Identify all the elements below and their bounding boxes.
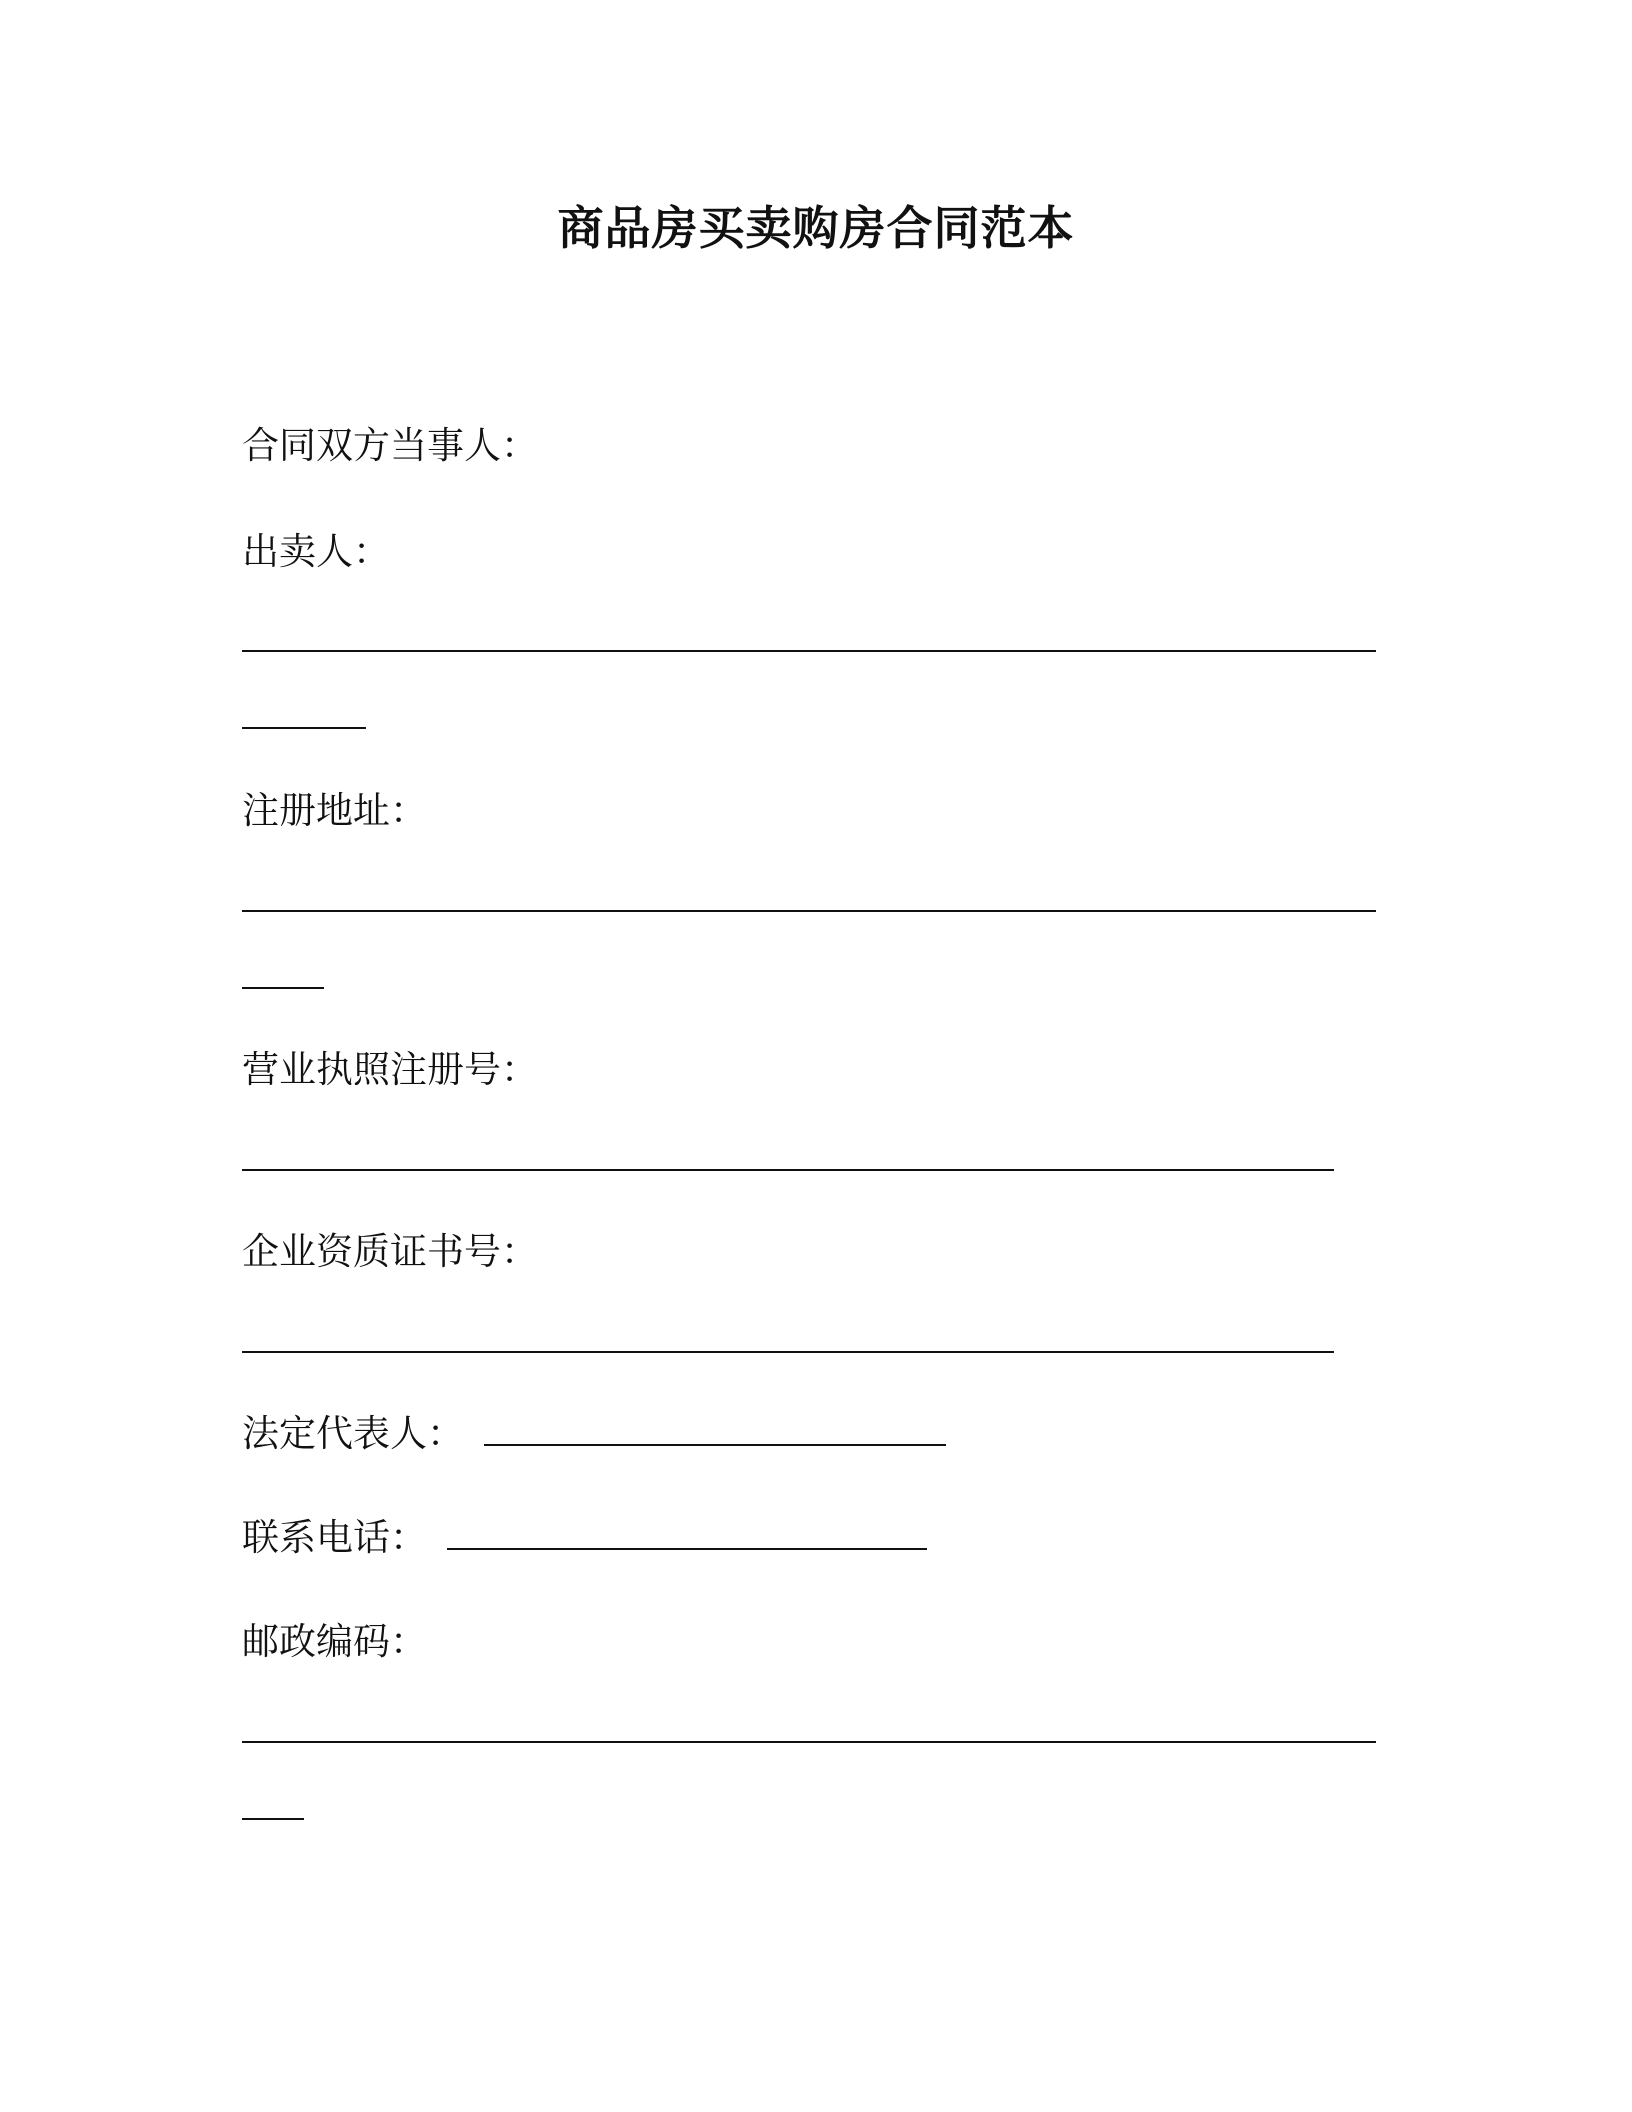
page-title: 商品房买卖购房合同范本 xyxy=(557,201,1075,255)
registered-address-blank-line-2 xyxy=(242,987,324,989)
qualification-cert-blank-line xyxy=(242,1351,1334,1353)
seller-blank-line-1 xyxy=(242,650,1376,652)
registered-address-blank-line-1 xyxy=(242,910,1376,912)
postal-code-label: 邮政编码： xyxy=(242,1620,427,1663)
legal-representative-row xyxy=(242,1409,946,1459)
phone-label: 联系电话： xyxy=(242,1516,427,1559)
parties-heading: 合同双方当事人： xyxy=(242,424,538,467)
phone-blank-line xyxy=(447,1518,927,1550)
registered-address-label: 注册地址： xyxy=(242,789,427,832)
qualification-cert-label: 企业资质证书号： xyxy=(242,1230,538,1273)
legal-representative-label: 法定代表人： xyxy=(242,1412,464,1455)
phone-row xyxy=(242,1513,927,1563)
business-license-label: 营业执照注册号： xyxy=(242,1048,538,1091)
legal-representative-blank-line xyxy=(484,1414,946,1446)
seller-blank-line-2 xyxy=(242,727,366,729)
seller-label: 出卖人： xyxy=(242,530,390,573)
postal-code-blank-line-1 xyxy=(242,1741,1376,1743)
business-license-blank-line xyxy=(242,1169,1334,1171)
postal-code-blank-line-2 xyxy=(242,1818,304,1820)
